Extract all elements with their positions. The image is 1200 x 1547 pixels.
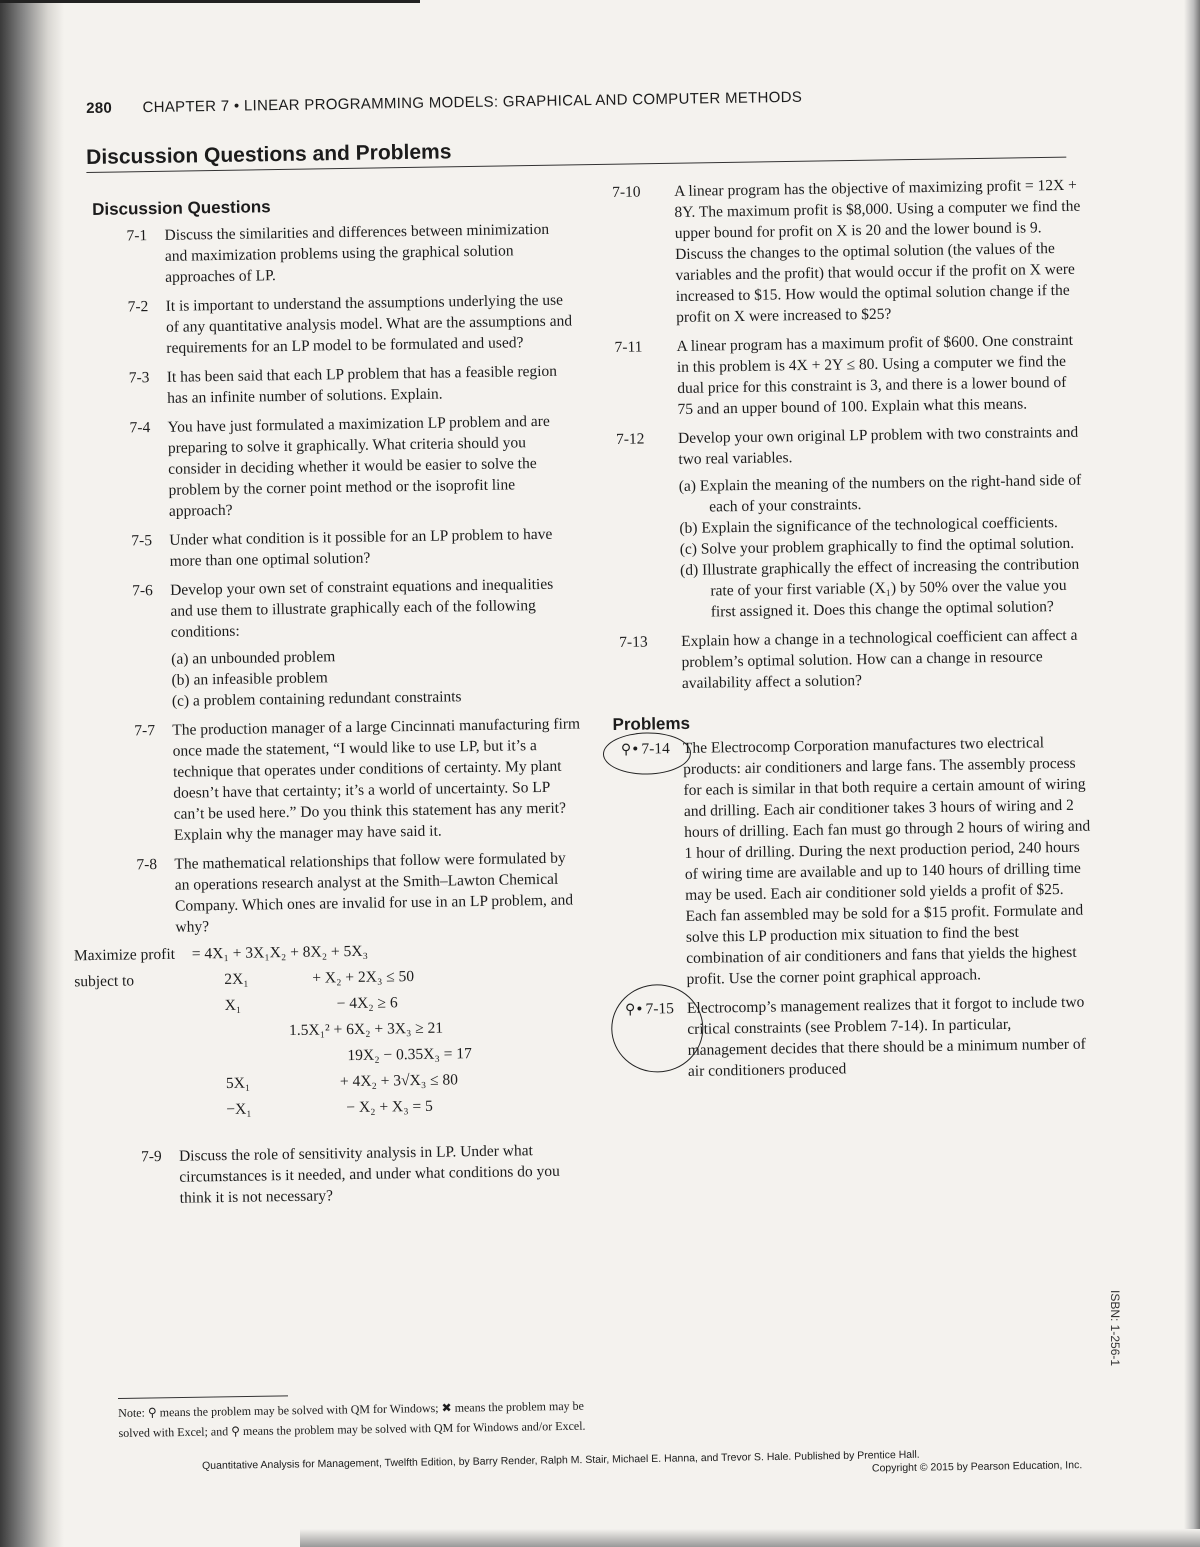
note-label: Note: — [118, 1405, 146, 1420]
lp-model — [74, 939, 587, 1137]
top-edge-line — [0, 0, 420, 3]
question-7-9: 7-9 Discuss the role of sensitivity analysis in LP. Under what circumstances is it needed, and under what conditions do you think it is not necessary? — [140, 1142, 560, 1207]
footnote: Note: ⚲ means the problem may be solved with QM for Windows; ✖ means the problem may be solved with Excel; and ⚲ means the problem may be solved with QM for Windows and/or Excel. — [118, 1387, 839, 1443]
page-number: 280 — [86, 99, 113, 117]
question-7-3: 7-3 It has been said that each LP problem that has a feasible region has an infinite number of solutions. Explain. — [128, 362, 558, 407]
list-item: (d) Illustrate graphically the effect of increasing the contribution rate of your first variable (X₁) by 50% over the value you first assigned it. Does this change the optimal solution? — [679, 555, 1080, 621]
binding-shadow — [0, 0, 64, 1547]
problem-7-15: ⚲• 7-15 Electrocomp’s management realizes that it forgot to include two critical constraints (see Problem 7-14). In particular, management decides that there should be a minimum number of air conditioners produced — [625, 992, 1094, 1083]
left-column — [73, 192, 588, 1217]
constraint-6: − X₂ + X₃ = 5 — [346, 1097, 433, 1117]
excel-icon: ✖ — [441, 1400, 452, 1415]
question-7-12: 7-12 Develop your own original LP problem with two constraints and two real variables. (a) Explain the meaning of the numbers on the right-hand side of each of your constraints. (b) Explain the significance of the technological coefficients. (c) Solve your problem graphically to find the optimal solution. (d) Illustrate graphically the effect of increasing the contribution rate of your first variable (X₁) by 50% over the value you first assigned it. Does this change the optimal solution? — [616, 422, 1087, 624]
list-item: (c) Solve your problem graphically to find the optimal solution. — [679, 534, 1075, 558]
problems-heading: Problems — [612, 713, 691, 735]
constraint-1: + X₂ + 2X₃ ≤ 50 — [312, 968, 415, 987]
question-7-2: 7-2 It is important to understand the assumptions underlying the use of any quantitative analysis model. What are the assumptions and requirements for an LP model to be formulated and used? — [127, 291, 573, 357]
question-7-10: 7-10 A linear program has the objective of maximizing profit = 12X + 8Y. The maximum profit is $8,000. Using a computer we find the upper bound for profit on X is 20 and the lower bound is 9. Discuss the changes to the optimal solution (the values of the variables and the profit) that would occur if the profit on X were increased to $15. How would the optimal solution change if the profit on X were increased to $25? — [612, 176, 1081, 327]
list-item: (b) Explain the significance of the technological coefficients. — [679, 514, 1059, 537]
question-7-4: 7-4 You have just formulated a maximization LP problem and are preparing to solve it graphically. What criteria should you consider in deciding whether it would be easier to solve the problem by the corner point method or the isoprofit line approach? — [129, 412, 550, 520]
question-7-11: 7-11 A linear program has a maximum profit of $600. One constraint in this problem is 4X + 2Y ≤ 80. Using a computer we find the dual price for this constraint is 3, and there is a lower bound of 75 and an upper bound of 100. Explain what this means. — [614, 331, 1074, 418]
question-7-1: 7-1 Discuss the similarities and differences between minimization and maximization problems using the graphical solution approaches of LP. — [126, 220, 550, 286]
right-page-edge — [1184, 0, 1200, 1547]
objective-function: = 4X₁ + 3X₁X₂ + 8X₂ + 5X₃ — [191, 942, 369, 963]
isbn-margin-text: ISBN: 1-256-1 — [1108, 1290, 1122, 1367]
list-item: (a) an unbounded problem — [171, 648, 336, 668]
list-item: (b) an infeasible problem — [171, 669, 328, 689]
problem-number: ⚲• 7-14 — [621, 738, 670, 761]
qm-excel-icon: ⚲ — [231, 1424, 241, 1439]
qm-windows-icon: ⚲ — [147, 1405, 157, 1420]
constraint-2: − 4X₂ ≥ 6 — [336, 994, 398, 1013]
footnote-rule — [118, 1395, 288, 1399]
question-7-8: 7-8 The mathematical relationships that follow were formulated by an operations research analyst at the Smith–Lawton Chemical Company. Which ones are invalid for use in an LP problem, and why? — [136, 849, 574, 936]
qm-windows-icon: ⚲• — [620, 741, 640, 758]
constraint-lhs: −X₁ — [226, 1100, 252, 1119]
question-7-12-items — [679, 470, 1087, 623]
question-7-6: 7-6 Develop your own set of constraint equations and inequalities and use them to illustrate graphically each of the following conditions: (a) an unbounded problem (b) an infeasible problem (c) a problem containing redundant constraints — [98, 573, 580, 713]
discussion-heading: Discussion Questions — [92, 197, 271, 219]
handwritten-circle — [611, 984, 704, 1073]
problem-number: ⚲• 7-15 — [625, 998, 674, 1021]
question-7-13: 7-13 Explain how a change in a technological coefficient can affect a problem’s optimal solution. How can a change in resource availability affect a solution? — [619, 626, 1078, 692]
constraint-5: + 4X₂ + 3√X₃ ≤ 80 — [339, 1071, 459, 1091]
constraint-4: 19X₂ − 0.35X₃ = 17 — [347, 1045, 472, 1065]
right-column — [612, 175, 1094, 1091]
section-title: Discussion Questions and Problems — [86, 131, 1066, 173]
problem-7-14: ⚲• 7-14 The Electrocomp Corporation manufactures two electrical products: air conditioners and large fans. The assembly process for each is similar in that both require a certain amount of wiring and drilling. Each air conditioner takes 3 hours of wiring and 2 hours of drilling. Each fan must go through 2 hours of wiring and 1 hour of drilling. During the next production period, 240 hours of wiring time are available and up to 140 hours of drilling time may be used. Each air conditioner sold yields a profit of $25. Each fan assembled may be sold for a $15 profit. Formulate and solve this LP production mix situation to find the best combination of air conditioners and fans that yields the highest profit. Use the corner point graphical approach. — [621, 732, 1093, 991]
subject-to-label: subject to — [74, 972, 135, 991]
handwritten-circle — [603, 732, 692, 775]
question-7-6-items — [171, 642, 580, 711]
qm-windows-icon: ⚲• — [624, 1001, 644, 1018]
chapter-title: CHAPTER 7 • LINEAR PROGRAMMING MODELS: GRAPHICAL AND COMPUTER METHODS — [142, 88, 803, 117]
objective-label: Maximize profit — [73, 945, 176, 965]
constraint-lhs: 5X₁ — [225, 1074, 251, 1093]
list-item: (a) Explain the meaning of the numbers on the right-hand side of each of your constraints. — [678, 471, 1082, 516]
constraint-3: 1.5X₁² + 6X₂ + 3X₃ ≥ 21 — [288, 1019, 444, 1040]
list-item: (c) a problem containing redundant constraints — [171, 688, 462, 710]
constraint-lhs: 2X₁ — [224, 970, 249, 989]
copyright-credit: Quantitative Analysis for Management, Twelfth Edition, by Barry Render, Ralph M. Stair, Michael E. Hanna, and Trevor S. Hale. Published by Prentice Hall. Copyright © 2015 by Pearson Education, Inc. — [202, 1448, 1083, 1475]
constraint-lhs: X₁ — [224, 996, 242, 1015]
running-header — [86, 88, 846, 117]
question-7-5: 7-5 Under what condition is it possible for an LP problem to have more than one optimal solution? — [131, 525, 553, 570]
question-7-7: 7-7 The production manager of a large Cincinnati manufacturing firm once made the statement, “I would like to use LP, but it’s a technique that operates under conditions of certainty. My plant doesn’t have that certainty; it’s a world of uncertainty. So LP can’t be used here.” Do you think this statement has any merit? Explain why the manager may have said it. — [134, 715, 581, 844]
bottom-page-edge — [300, 1529, 1200, 1547]
